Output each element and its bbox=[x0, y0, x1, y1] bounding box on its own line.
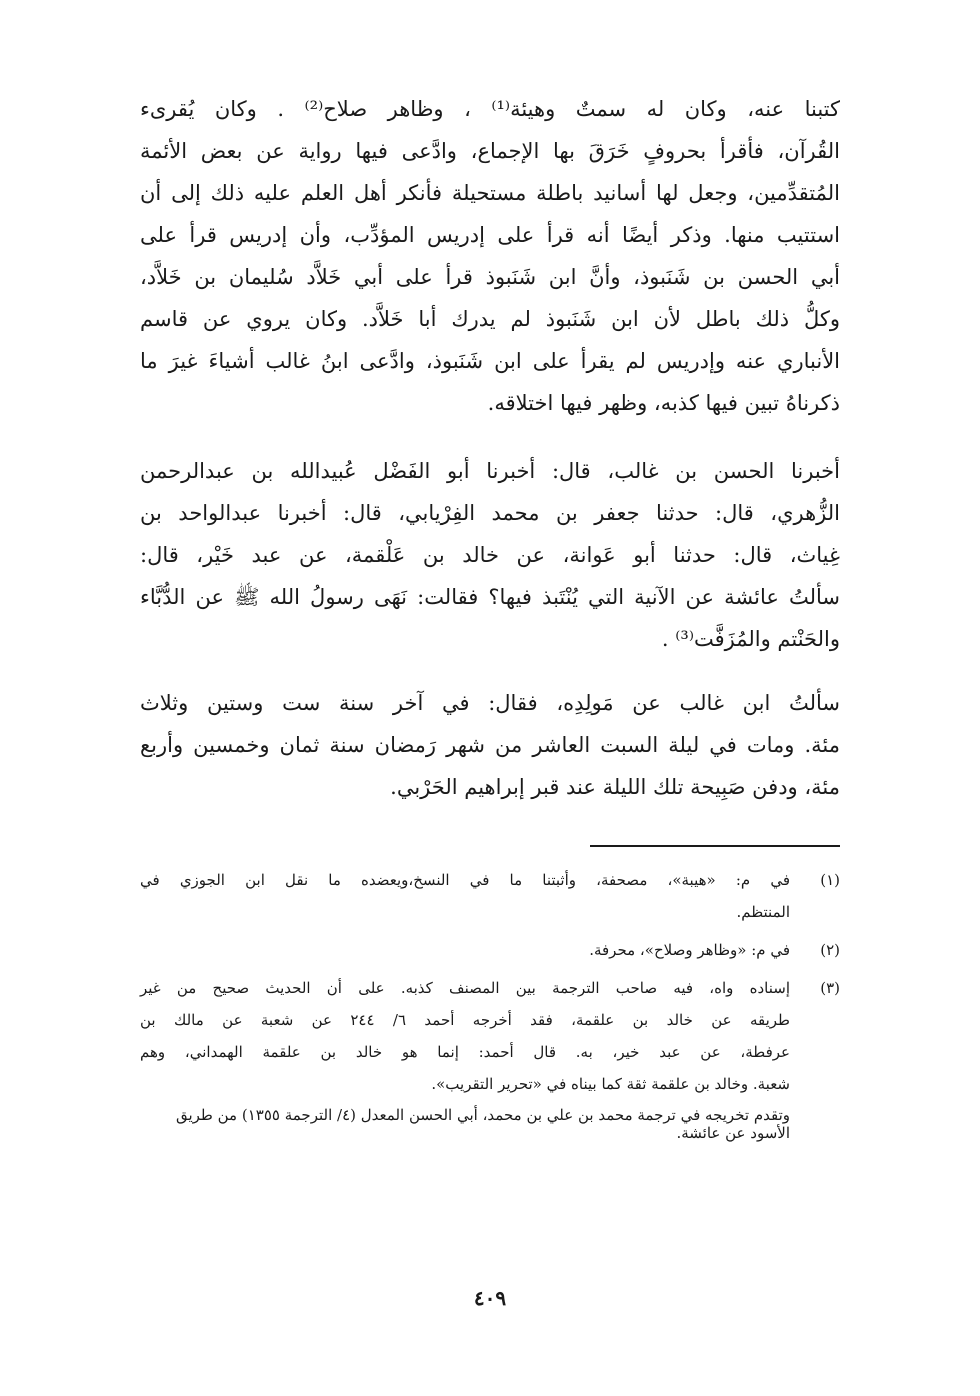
footnote-line: عرفطة، عن عبد خير، به. قال أحمد: إنما هو خالد بن علقمة الهمداني، وهم bbox=[140, 1043, 790, 1061]
paragraph-2 bbox=[140, 450, 840, 660]
main-text bbox=[140, 88, 840, 834]
footnote-line: إسناده واه، فيه صاحب الترجمة بين المصنف كذبه. على أن الحديث صحيح من غير bbox=[140, 979, 790, 997]
text-line: سألتُ عائشة عن الآنية التي يُنْتَبذ فيها؟ فقالت: نَهَى رسولُ الله ﷺ عن الدُّبَّاء bbox=[140, 585, 840, 609]
footnote-number: (١) bbox=[820, 871, 840, 889]
text-line: سألتُ ابن غالب عن مَولِدِه، فقال: في آخر سنة ست وستين وثلاث bbox=[140, 691, 840, 715]
footnote-number: (٣) bbox=[820, 979, 840, 997]
text-line: والحَنْتم والمُزَفَّت⁽³⁾ . bbox=[661, 627, 840, 651]
footnote-3-continuation bbox=[140, 1106, 840, 1142]
text-line: مئة. ومات في ليلة السبت العاشر من شهر رَمضان سنة ثمان وخمسين وأربع bbox=[140, 733, 840, 757]
text-line: أخبرنا الحسن بن غالب، قال: أخبرنا أبو الفَضْل عُبيدالله بن عبدالرحمن bbox=[140, 459, 840, 483]
text-line: كتبنا عنه، وكان له سمتٌ وهيئة⁽¹⁾ ، وظاهر صلاح⁽²⁾ . وكان يُقرىء bbox=[140, 97, 840, 121]
footnote-line: في م: «هيبة»، مصحفة، وأثبتنا ما في النسخ،ويعضده ما نقل ابن الجوزي في bbox=[140, 871, 790, 889]
text-line: الأنباري عنه وإدريس لم يقرأ على ابن شَنَبوذ، وادَّعى ابنُ غالب أشياءَ غيرَ ما bbox=[140, 349, 840, 373]
footnote-3 bbox=[140, 972, 840, 1100]
footnote-line: طريقه عن خالد بن علقمة، فقد أخرجه أحمد ٦/ ٢٤٤ عن شعبة عن مالك بن bbox=[140, 1011, 790, 1029]
footnotes bbox=[140, 864, 840, 1142]
page-number: ٤٠٩ bbox=[473, 1286, 507, 1310]
text-line: الزُّهري، قال: حدثنا جعفر بن محمد الفِرْيابي، قال: أخبرنا عبدالواحد بن bbox=[140, 501, 840, 525]
paragraph-3 bbox=[140, 682, 840, 808]
footnote-2 bbox=[140, 934, 840, 966]
text-line: غِياث، قال: حدثنا أبو عَوانة، عن خالد بن عَلْقمة، عن عبد خَيْر، قال: bbox=[140, 543, 840, 567]
text-line: وكلُّ ذلك باطل لأن ابن شَنَبوذ لم يدرك أبا خَلاَّد. وكان يروي عن قاسم bbox=[140, 307, 840, 331]
footnote-line: المنتظم. bbox=[736, 903, 790, 921]
footnote-divider bbox=[590, 845, 840, 847]
paragraph-1 bbox=[140, 88, 840, 424]
footnote-number: (٢) bbox=[820, 941, 840, 959]
text-line: أبي الحسن بن شَنَبوذ، وأنَّ ابن شَنَبوذ قرأ على أبي خَلاَّد سُليمان بن خَلاَّد، bbox=[140, 265, 840, 289]
footnote-line: (٤/ الترجمة ١٣٥٥) من طريق الأسود عن عائشة. bbox=[175, 1106, 790, 1142]
footnote-1 bbox=[140, 864, 840, 928]
text-line: استتيب منها. وذكر أيضًا أنه قرأ على إدريس المؤدِّب، وأن إدريس قرأ على bbox=[140, 223, 840, 247]
text-line: القُرآن، فأقرأ بحروفٍ خَرَقَ بها الإجماع، وادَّعى فيها رواية عن بعض الأئمة bbox=[140, 139, 840, 163]
text-line: ذكرناهُ تبين فيها كذبه، وظهر فيها اختلاقه. bbox=[487, 391, 840, 415]
footnote-line: في م: «وظاهر وصلاح»، محرفة. bbox=[589, 941, 790, 959]
text-line: المُتقدِّمين، وجعل لها أسانيد باطلة مستحيلة فأنكر أهل العلم عليه ذلك إلى أن bbox=[140, 181, 840, 205]
footnote-line: شعبة. وخالد بن علقمة ثقة كما بيناه في «تحرير التقريب». bbox=[431, 1075, 790, 1093]
text-line: مئة، ودفن صَبِيحة تلك الليلة عند قبر إبراهيم الحَرْبي. bbox=[390, 775, 840, 799]
footnote-line: وتقدم تخريجه في ترجمة محمد بن علي بن محمد، أبي الحسن المعدل bbox=[360, 1106, 790, 1124]
